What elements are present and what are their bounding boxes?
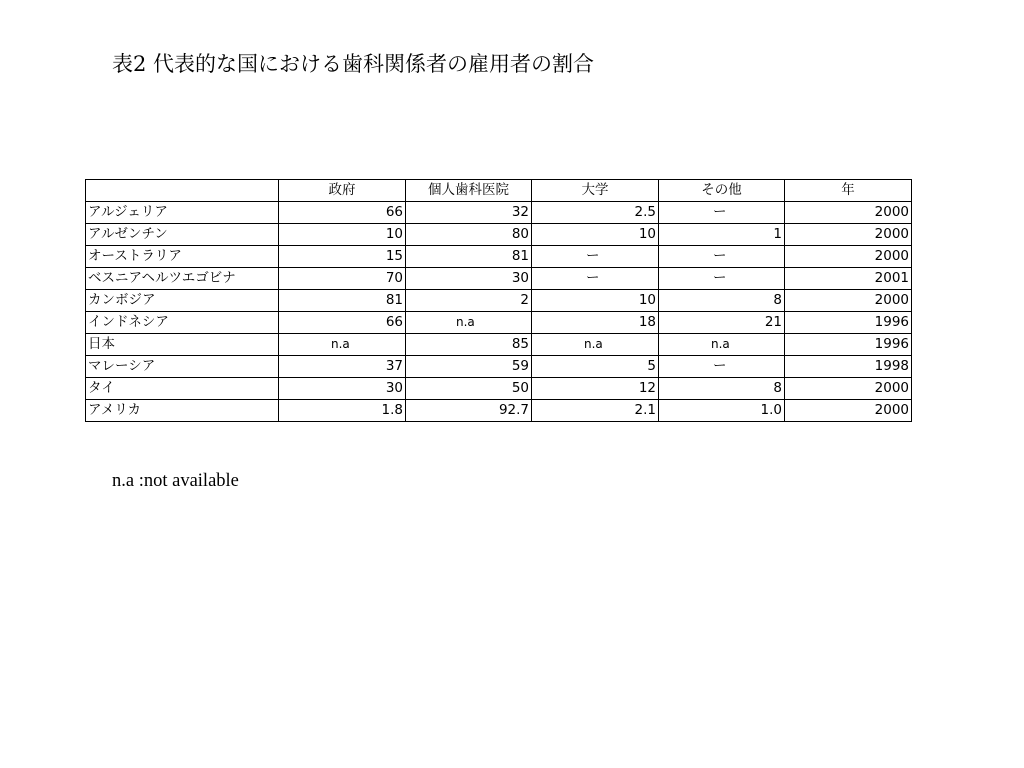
year-cell: 1996 xyxy=(785,334,912,356)
year-cell: 2000 xyxy=(785,224,912,246)
private-clinic-cell: 50 xyxy=(406,378,532,400)
table-row xyxy=(86,246,912,268)
table-row xyxy=(86,334,912,356)
private-clinic-cell: n.a xyxy=(406,312,532,334)
government-cell: 15 xyxy=(279,246,406,268)
year-cell: 2000 xyxy=(785,290,912,312)
government-cell: 37 xyxy=(279,356,406,378)
country-cell: オーストラリア xyxy=(86,246,279,268)
other-cell: ー xyxy=(659,268,785,290)
private-clinic-cell: 59 xyxy=(406,356,532,378)
table-row xyxy=(86,356,912,378)
header-row xyxy=(86,180,912,202)
table-title: 表2 代表的な国における歯科関係者の雇用者の割合 xyxy=(112,52,595,76)
table-row xyxy=(86,202,912,224)
university-cell: ー xyxy=(532,246,659,268)
private-clinic-cell: 85 xyxy=(406,334,532,356)
table-row xyxy=(86,378,912,400)
other-cell: n.a xyxy=(659,334,785,356)
table-row xyxy=(86,400,912,422)
university-cell: n.a xyxy=(532,334,659,356)
year-cell: 2000 xyxy=(785,378,912,400)
year-cell: 2000 xyxy=(785,202,912,224)
private-clinic-cell: 32 xyxy=(406,202,532,224)
university-cell: 2.5 xyxy=(532,202,659,224)
table-row xyxy=(86,224,912,246)
university-cell: 10 xyxy=(532,224,659,246)
year-cell: 1996 xyxy=(785,312,912,334)
header-private-clinic: 個人歯科医院 xyxy=(406,180,532,202)
country-cell: インドネシア xyxy=(86,312,279,334)
country-cell: アルジェリア xyxy=(86,202,279,224)
university-cell: ー xyxy=(532,268,659,290)
government-cell: 66 xyxy=(279,202,406,224)
year-cell: 2000 xyxy=(785,246,912,268)
country-cell: マレーシア xyxy=(86,356,279,378)
country-cell: 日本 xyxy=(86,334,279,356)
header-government: 政府 xyxy=(279,180,406,202)
country-cell: アメリカ xyxy=(86,400,279,422)
government-cell: 10 xyxy=(279,224,406,246)
university-cell: 12 xyxy=(532,378,659,400)
table-row xyxy=(86,290,912,312)
year-cell: 1998 xyxy=(785,356,912,378)
university-cell: 10 xyxy=(532,290,659,312)
country-cell: ベスニアヘルツエゴビナ xyxy=(86,268,279,290)
government-cell: n.a xyxy=(279,334,406,356)
other-cell: 1.0 xyxy=(659,400,785,422)
country-cell: アルゼンチン xyxy=(86,224,279,246)
table-row xyxy=(86,312,912,334)
other-cell: ー xyxy=(659,202,785,224)
government-cell: 1.8 xyxy=(279,400,406,422)
footnote: n.a :not available xyxy=(112,471,239,491)
government-cell: 30 xyxy=(279,378,406,400)
private-clinic-cell: 81 xyxy=(406,246,532,268)
employment-ratio-table xyxy=(85,179,912,422)
country-cell: カンボジア xyxy=(86,290,279,312)
private-clinic-cell: 80 xyxy=(406,224,532,246)
private-clinic-cell: 2 xyxy=(406,290,532,312)
other-cell: 21 xyxy=(659,312,785,334)
country-cell: タイ xyxy=(86,378,279,400)
government-cell: 66 xyxy=(279,312,406,334)
private-clinic-cell: 92.7 xyxy=(406,400,532,422)
private-clinic-cell: 30 xyxy=(406,268,532,290)
year-cell: 2000 xyxy=(785,400,912,422)
university-cell: 2.1 xyxy=(532,400,659,422)
other-cell: ー xyxy=(659,356,785,378)
header-other: その他 xyxy=(659,180,785,202)
header-university: 大学 xyxy=(532,180,659,202)
header-year: 年 xyxy=(785,180,912,202)
government-cell: 70 xyxy=(279,268,406,290)
other-cell: 8 xyxy=(659,378,785,400)
table-row xyxy=(86,268,912,290)
header-country xyxy=(86,180,279,202)
university-cell: 5 xyxy=(532,356,659,378)
other-cell: ー xyxy=(659,246,785,268)
other-cell: 1 xyxy=(659,224,785,246)
university-cell: 18 xyxy=(532,312,659,334)
government-cell: 81 xyxy=(279,290,406,312)
year-cell: 2001 xyxy=(785,268,912,290)
other-cell: 8 xyxy=(659,290,785,312)
